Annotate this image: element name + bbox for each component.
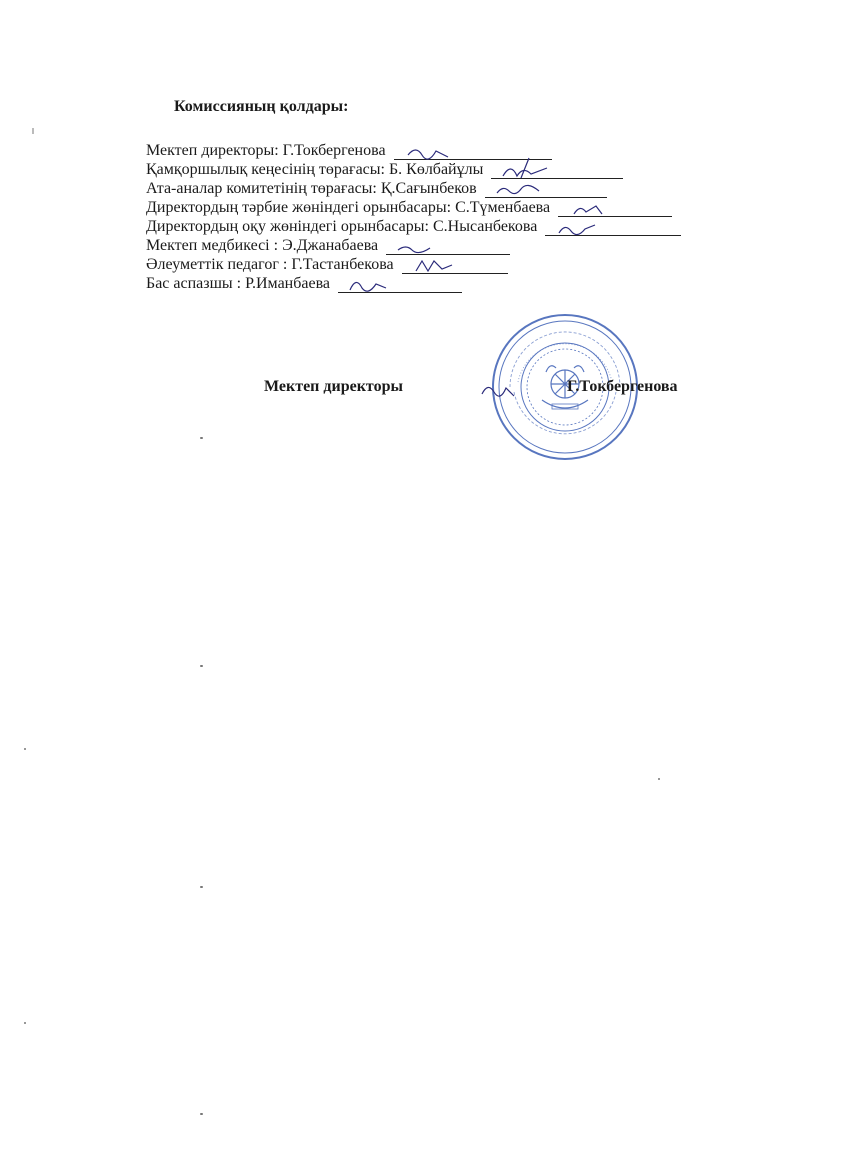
signature-line [394,143,552,160]
signature-line [545,219,681,236]
signature-line [386,238,510,255]
scan-speck [24,748,26,750]
signatory-row [146,217,681,236]
signatory-label: Директордың тәрбие жөніндегі орынбасары: С.Түменбаева [146,199,551,216]
signatories-list [146,141,681,293]
signature-line [402,257,508,274]
signature-line [491,162,623,179]
scan-speck [658,778,660,780]
handwritten-signature-icon [348,278,398,296]
signature-line [338,276,462,293]
signatory-label: Ата-аналар комитетінің төрағасы: Қ.Сағынбеков [146,180,477,197]
scan-speck [200,1113,203,1115]
signatory-row [146,274,681,293]
scan-speck [24,1022,26,1024]
signatory-label: Директордың оқу жөніндегі орынбасары: С.Нысанбекова [146,218,538,235]
signatory-label: Бас аспазшы : Р.Иманбаева [146,275,331,292]
scan-speck [200,665,203,667]
handwritten-signature-icon [501,164,551,182]
footer-director-title: Мектеп директоры [264,378,403,395]
signature-line [558,200,672,217]
signatory-row [146,198,681,217]
handwritten-signature-icon [404,145,454,163]
signatory-label: Мектеп директоры: Г.Токбергенова [146,142,386,159]
signatory-row [146,141,681,160]
signatory-label: Әлеуметтік педагог : Г.Тастанбекова [146,256,394,273]
handwritten-signature-icon [568,202,618,220]
director-signature-icon [478,378,518,400]
scan-edge-mark [32,128,34,134]
handwritten-signature-icon [555,221,605,239]
signatory-row [146,255,681,274]
signatory-label: Қамқоршылық кеңесінің төрағасы: Б. Көлбайұлы [146,161,484,178]
scan-speck [200,437,203,439]
handwritten-signature-icon [412,259,462,277]
signatory-row [146,179,681,198]
handwritten-signature-icon [396,240,446,258]
signatory-label: Мектеп медбикесі : Э.Джанабаева [146,237,379,254]
scan-speck [200,886,203,888]
footer-director-name: Г.Токбергенова [567,378,678,395]
commission-signatures-heading: Комиссияның қолдары: [174,98,349,115]
handwritten-signature-icon [495,183,545,201]
signature-line [485,181,607,198]
